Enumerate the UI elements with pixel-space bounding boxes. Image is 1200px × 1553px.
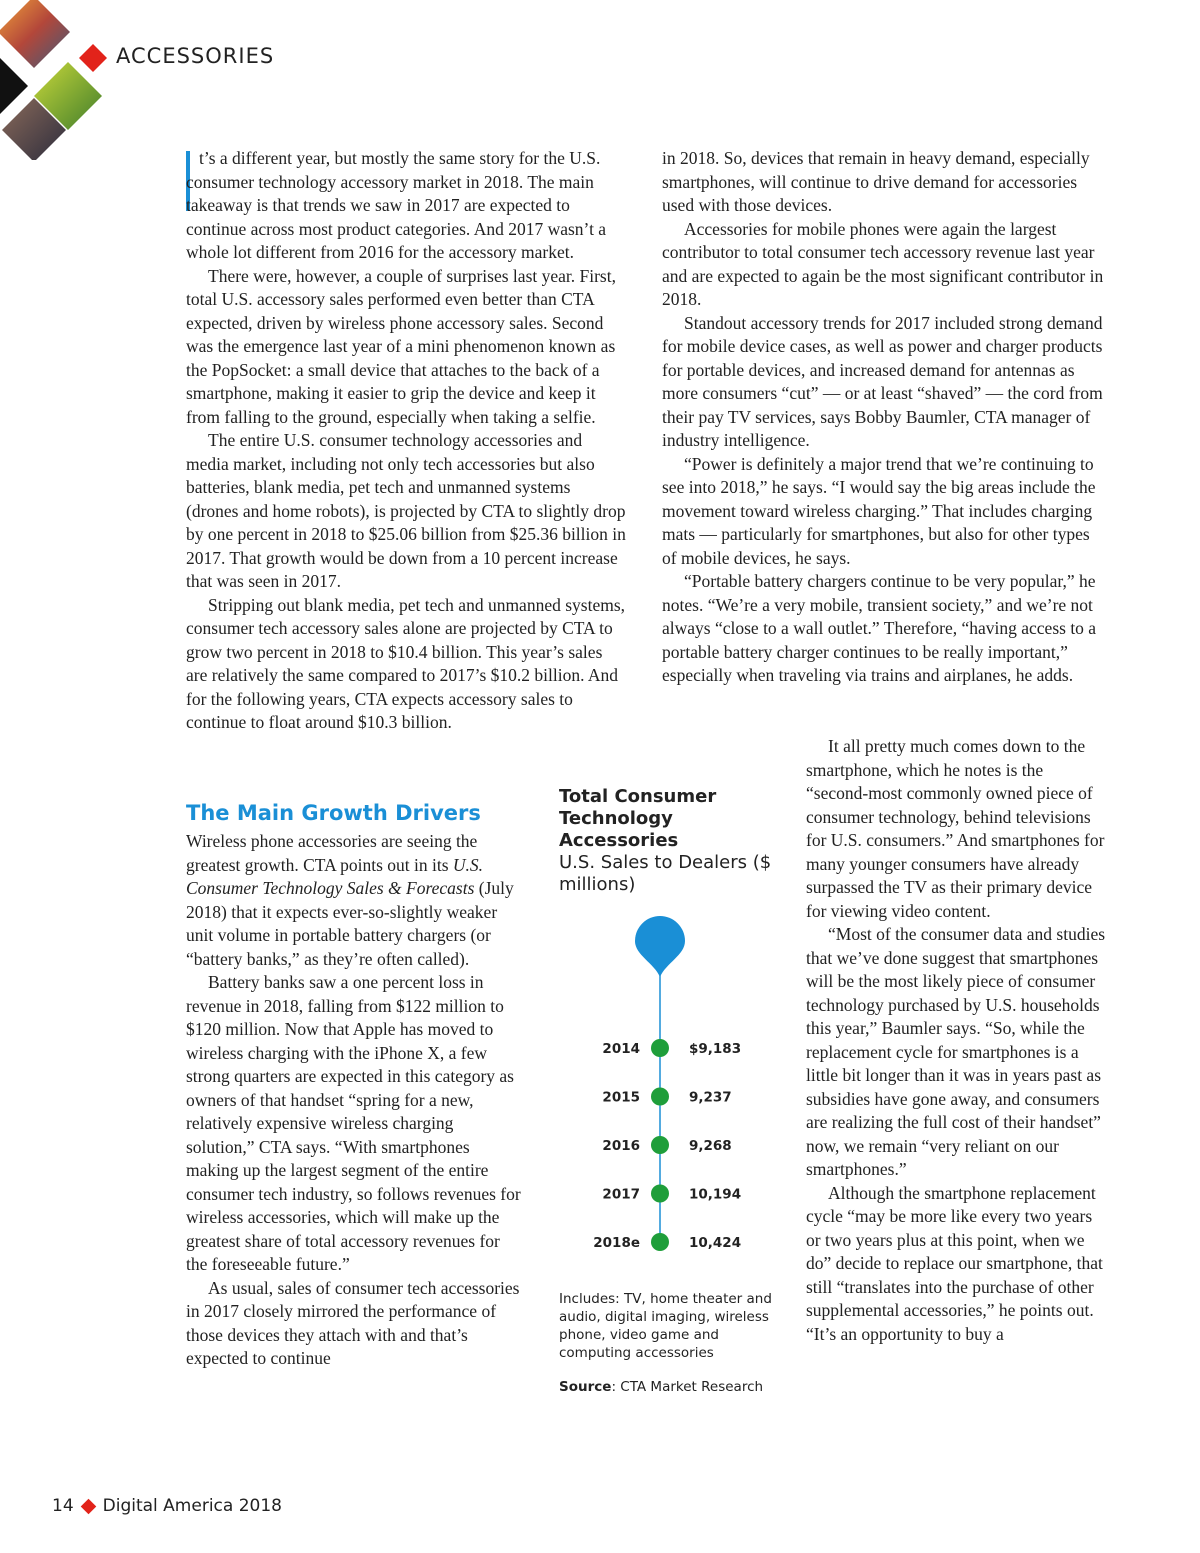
paragraph-4: Stripping out blank media, pet tech and unmanned systems, consumer tech accessory sales alone are projected by CTA to grow two percent in 2018 to $10.4 billion. This year’s sales are relatively the same compared to 2017’s $10.2 billion. And for the following years, CTA expects accessory sales to continue to float around $10.3 billion. — [186, 594, 626, 732]
paragraph-c2-4: “Power is definitely a major trend that we’re continuing to see into 2018,” he says. “I would say the big areas include the movement toward wireless charging.” That includes charging mats — particularly for smartphones, but also for other types of mobile devices, he says. — [662, 453, 1096, 568]
page-footer — [52, 1496, 282, 1516]
article-column-3 — [806, 735, 1108, 1346]
paragraph-2: There were, however, a couple of surprises last year. First, total U.S. accessory sales performed even better than CTA expected, driven by wireless phone accessory sales. Second was the emergence last year of a mini phenomenon known as the PopSocket: a small device that attaches to the back of a smartphone, making it easier to grip the device and keep it from falling to the ground, especially when taking a selfie. — [186, 265, 616, 427]
paragraph-1: t’s a different year, but mostly the same story for the U.S. consumer technology accessory market in 2018. The main takeaway is that trends we saw in 2017 are expected to continue across most product categories. And 2017 wasn’t a whole lot different from 2016 for the accessory market. — [186, 148, 607, 262]
section-label: ACCESSORIES — [116, 44, 275, 68]
report-title: U.S. Consumer Technology Sales & Forecasts — [186, 854, 484, 898]
chart-category-label: 2018e — [593, 1235, 640, 1251]
chart-data-point — [651, 1039, 669, 1057]
header-ornament — [0, 0, 120, 160]
chart-value-label: $9,183 — [689, 1041, 742, 1057]
article-column-1 — [186, 147, 626, 735]
subhead: The Main Growth Drivers — [186, 801, 481, 825]
chart-category-label: 2016 — [602, 1138, 640, 1154]
chart-data-point — [651, 1185, 669, 1203]
city-photo-diamond — [0, 0, 70, 68]
chart-value-label: 10,194 — [689, 1186, 742, 1203]
growth-1-text-b: (July 2018) that it expects ever-so-slightly weaker unit volume in portable battery chargers (or “battery banks,” as they’re often called). — [186, 878, 514, 969]
chart-category-label: 2014 — [602, 1041, 640, 1057]
chart-source-text: : CTA Market Research — [611, 1379, 764, 1395]
chart-title: Total Consumer Technology Accessories — [559, 786, 717, 851]
paragraph-growth-1 — [186, 830, 521, 971]
paragraph-c3-3: Although the smartphone replacement cycle “may be more like every two years or two years plus at this point, when we do” decide to replace our smartphone, that still “translates into the purchase of other supplemental accessories,” he points out. “It’s an opportunity to buy a — [806, 1182, 1103, 1344]
footer-diamond-icon — [80, 1498, 96, 1514]
map-pin-icon — [635, 916, 685, 977]
chart-subtitle: U.S. Sales to Dealers ($ millions) — [559, 852, 772, 895]
chart-title-block — [559, 786, 789, 896]
chart-category-label: 2017 — [602, 1186, 640, 1203]
page-number: 14 — [52, 1496, 74, 1516]
paragraph-c2-5: “Portable battery chargers continue to be very popular,” he notes. “We’re a very mobile, transient society,” and we’re not always “close to a wall outlet.” Therefore, “having access to a portable battery charger continues to be really important,” especially when traveling via trains and airplanes, he adds. — [662, 571, 1097, 685]
chart-category-label: 2015 — [602, 1089, 640, 1106]
chart-value-label: 10,424 — [689, 1235, 742, 1251]
chart-data-point — [651, 1136, 669, 1154]
chart-value-label: 9,268 — [689, 1138, 732, 1154]
chart-value-label: 9,237 — [689, 1089, 732, 1106]
paragraph-c3-2: “Most of the consumer data and studies that we’ve done suggest that smartphones will be the most likely piece of consumer technology purchased by U.S. households this year,” Baumler says. “So, while the replacement cycle for smartphones is a little bit longer than it was in years past as subsidies have gone away, and consumers are realizing the full cost of their handset” now, we remain “very reliant on our smartphones.” — [806, 924, 1106, 1179]
red-diamond — [79, 44, 107, 72]
publication-name: Digital America 2018 — [102, 1496, 282, 1516]
paragraph-c2-1: in 2018. So, devices that remain in heavy demand, especially smartphones, will continue to drive demand for accessories used with those devices. — [662, 148, 1090, 215]
black-diamond — [0, 58, 28, 114]
sales-chart — [560, 905, 800, 1265]
paragraph-growth-3: As usual, sales of consumer tech accessories in 2017 closely mirrored the performance of those devices they attach with and that’s expected to continue — [186, 1277, 520, 1368]
article-column-1b — [186, 830, 521, 1371]
article-column-2 — [662, 147, 1108, 688]
chart-data-point — [651, 1233, 669, 1251]
paragraph-c3-1: It all pretty much comes down to the smartphone, which he notes is the “second-most commonly owned piece of consumer technology, behind televisions for U.S. consumers.” And smartphones for many younger consumers have already surpassed the TV as their primary device for viewing video content. — [806, 736, 1105, 921]
chart-source — [559, 1379, 763, 1395]
paragraph-c2-3: Standout accessory trends for 2017 included strong demand for mobile device cases, as well as power and charger products for portable devices, and increased demand for antennas as more consumers “cut” — or at least “shaved” — the cord from their pay TV services, says Bobby Baumler, CTA manager of industry intelligence. — [662, 312, 1103, 450]
chart-data-point — [651, 1088, 669, 1106]
chart-source-label: Source — [559, 1379, 612, 1395]
chart-note: Includes: TV, home theater and audio, digital imaging, wireless phone, video game and computing accessories — [559, 1291, 772, 1361]
paragraph-c2-2: Accessories for mobile phones were again the largest contributor to total consumer tech accessory revenue last year and are expected to again be the most significant contributor in 2018. — [662, 218, 1104, 309]
paragraph-3: The entire U.S. consumer technology accessories and media market, including not only tech accessories but also batteries, blank media, pet tech and unmanned systems (drones and home robots), is projected by CTA to slightly drop by one percent in 2018 to $25.06 billion from $25.36 billion in 2017. That growth would be down from a 10 percent increase that was seen in 2017. — [186, 430, 626, 591]
paragraph-growth-2: Battery banks saw a one percent loss in revenue in 2018, falling from $122 million to $120 million. Now that Apple has moved to wireless charging with the iPhone X, a few strong quarters are expected in this category as owners of that handset “spring for a new, relatively expensive wireless charging solution,” CTA says. “With smartphones making up the largest segment of the entire consumer tech industry, so follows revenues for wireless accessories, which will make up the greatest share of total accessory revenues for the foreseeable future.” — [186, 972, 521, 1274]
growth-1-text-a: Wireless phone accessories are seeing the greatest growth. CTA points out in its — [186, 831, 478, 875]
